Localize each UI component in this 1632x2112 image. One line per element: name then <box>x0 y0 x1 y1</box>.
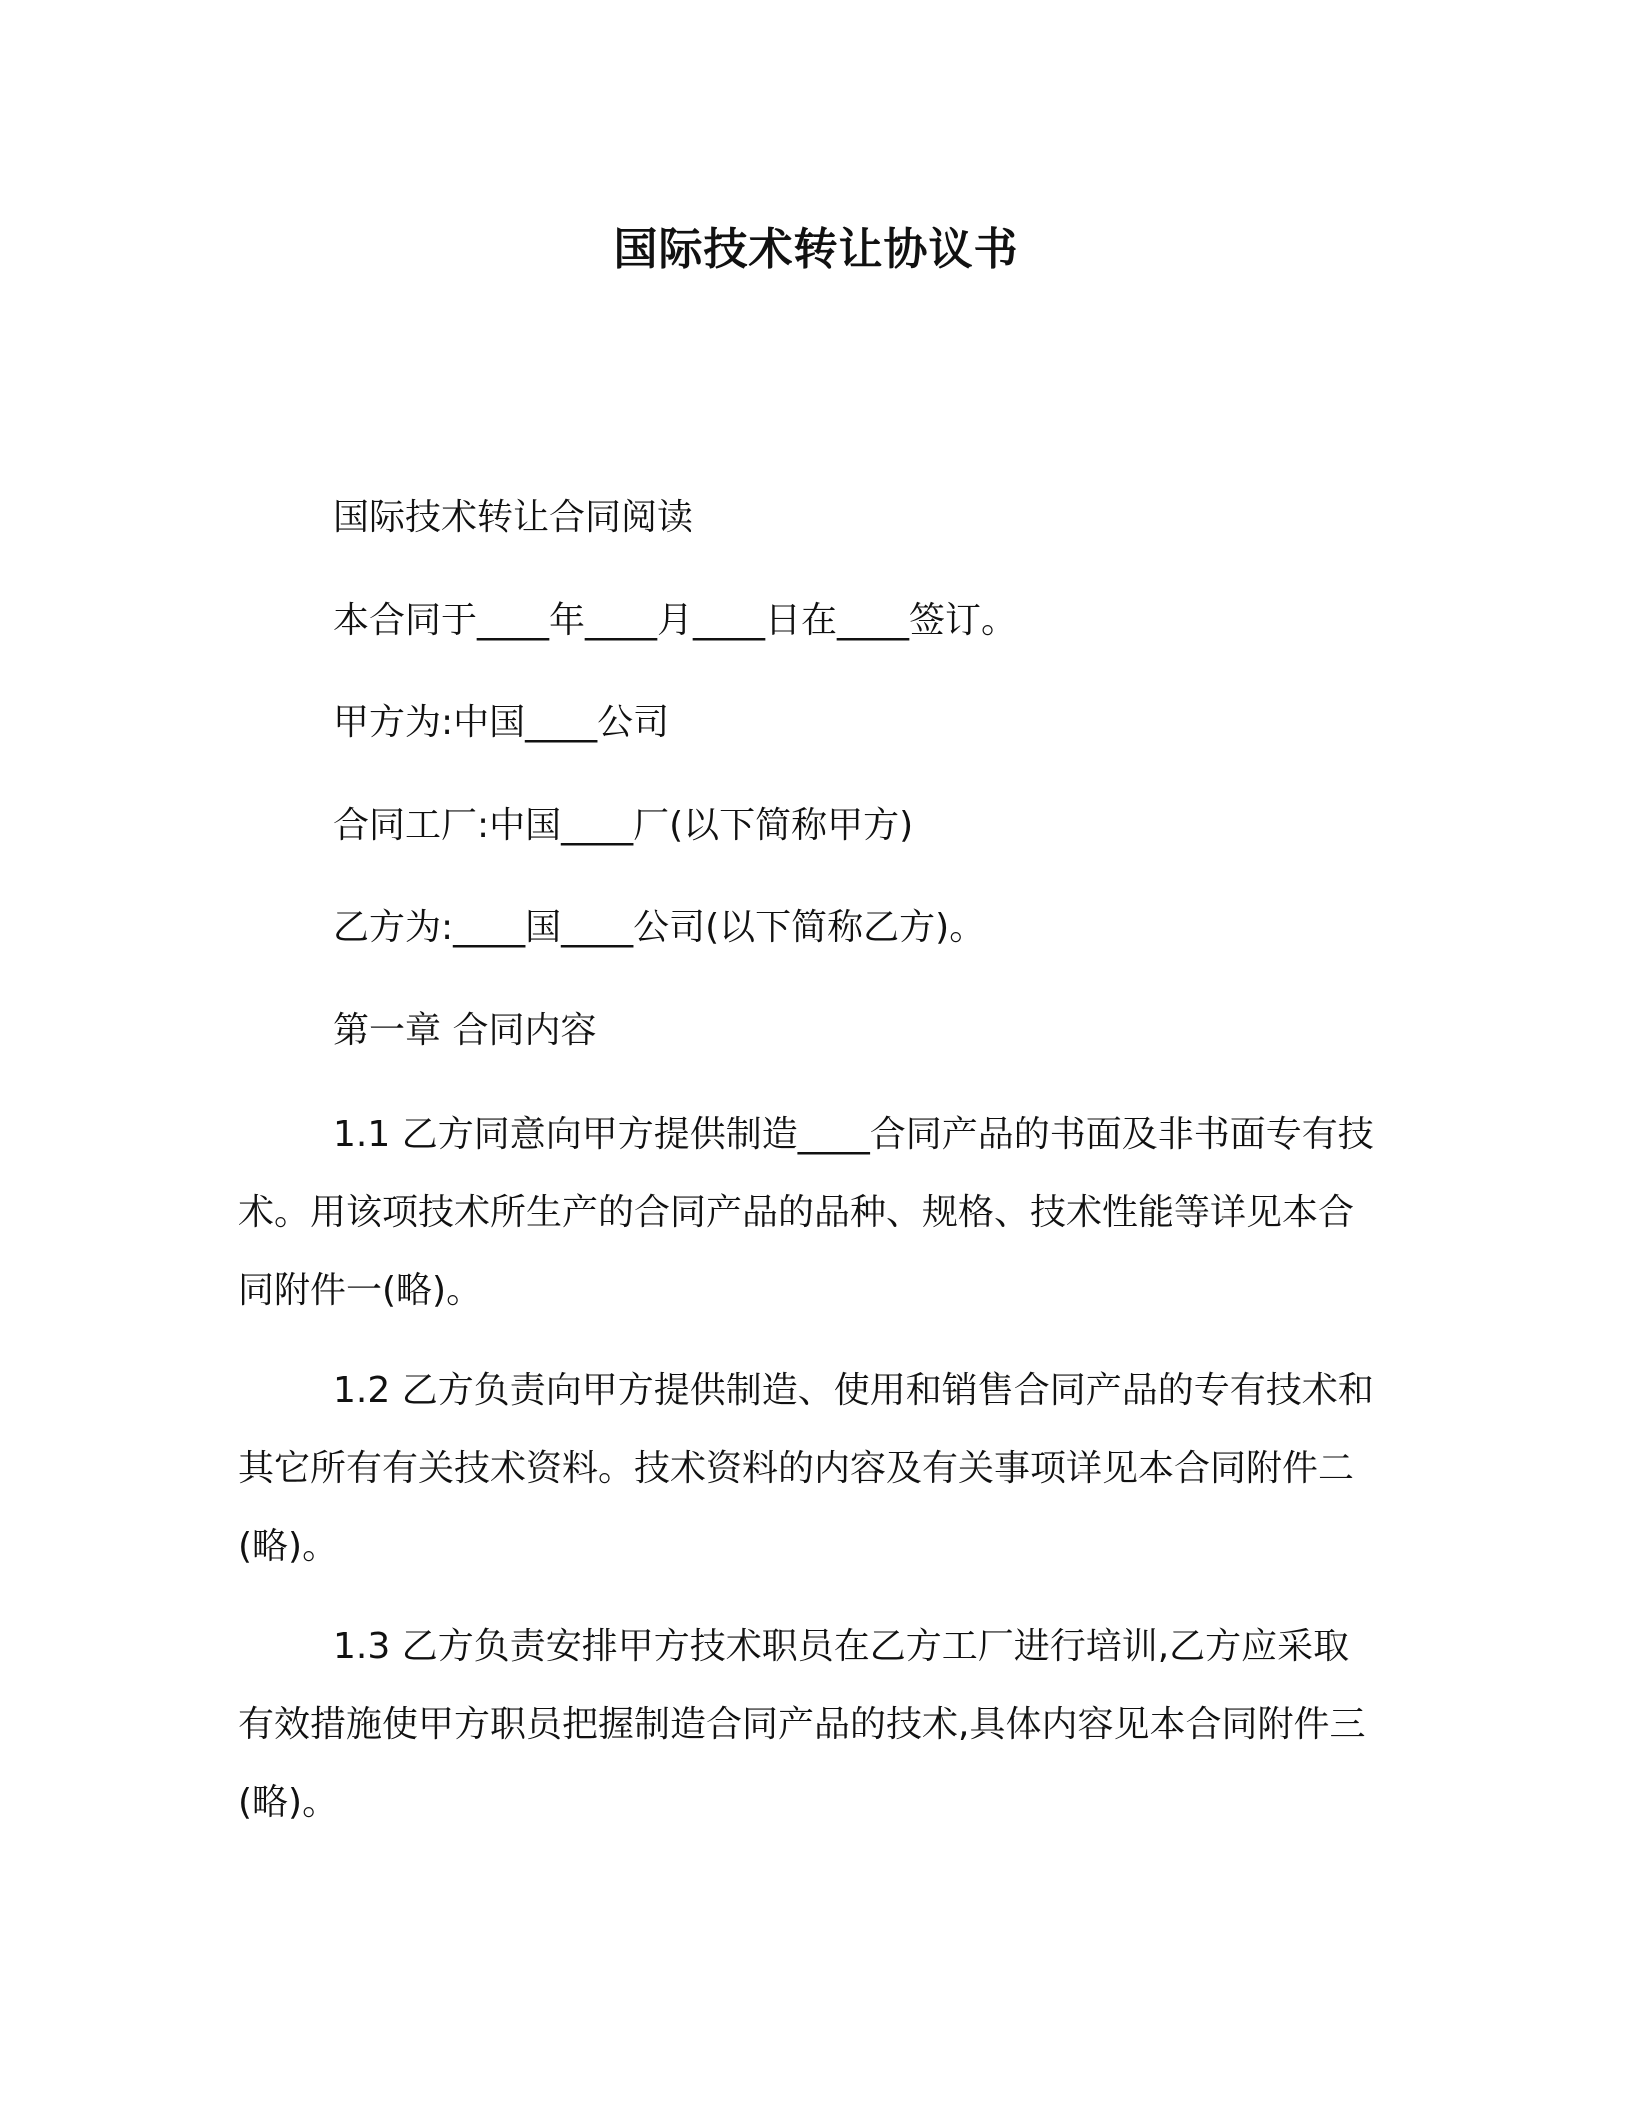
document-title: 国际技术转让协议书 <box>613 224 1019 275</box>
chapter-heading: 第一章 合同内容 <box>333 1010 597 1051</box>
party-a-line: 甲方为:中国____公司 <box>333 702 670 743</box>
document-subtitle: 国际技术转让合同阅读 <box>333 497 694 538</box>
contract-factory-line: 合同工厂:中国____厂(以下简称甲方) <box>333 805 914 846</box>
party-b-line: 乙方为:____国____公司(以下简称乙方)。 <box>333 907 986 948</box>
clause-1-2: 1.2 乙方负责向甲方提供制造、使用和销售合同产品的专有技术和其它所有有关技术资料。技术资料的内容及有关事项详见本合同附件二(略)。 <box>238 1370 1374 1567</box>
signing-date-line: 本合同于____年____月____日在____签订。 <box>333 600 1018 641</box>
clause-1-1: 1.1 乙方同意向甲方提供制造____合同产品的书面及非书面专有技术。用该项技术所生产的合同产品的品种、规格、技术性能等详见本合同附件一(略)。 <box>238 1114 1374 1311</box>
clause-1-3: 1.3 乙方负责安排甲方技术职员在乙方工厂进行培训,乙方应采取有效措施使甲方职员把握制造合同产品的技术,具体内容见本合同附件三(略)。 <box>238 1626 1366 1823</box>
